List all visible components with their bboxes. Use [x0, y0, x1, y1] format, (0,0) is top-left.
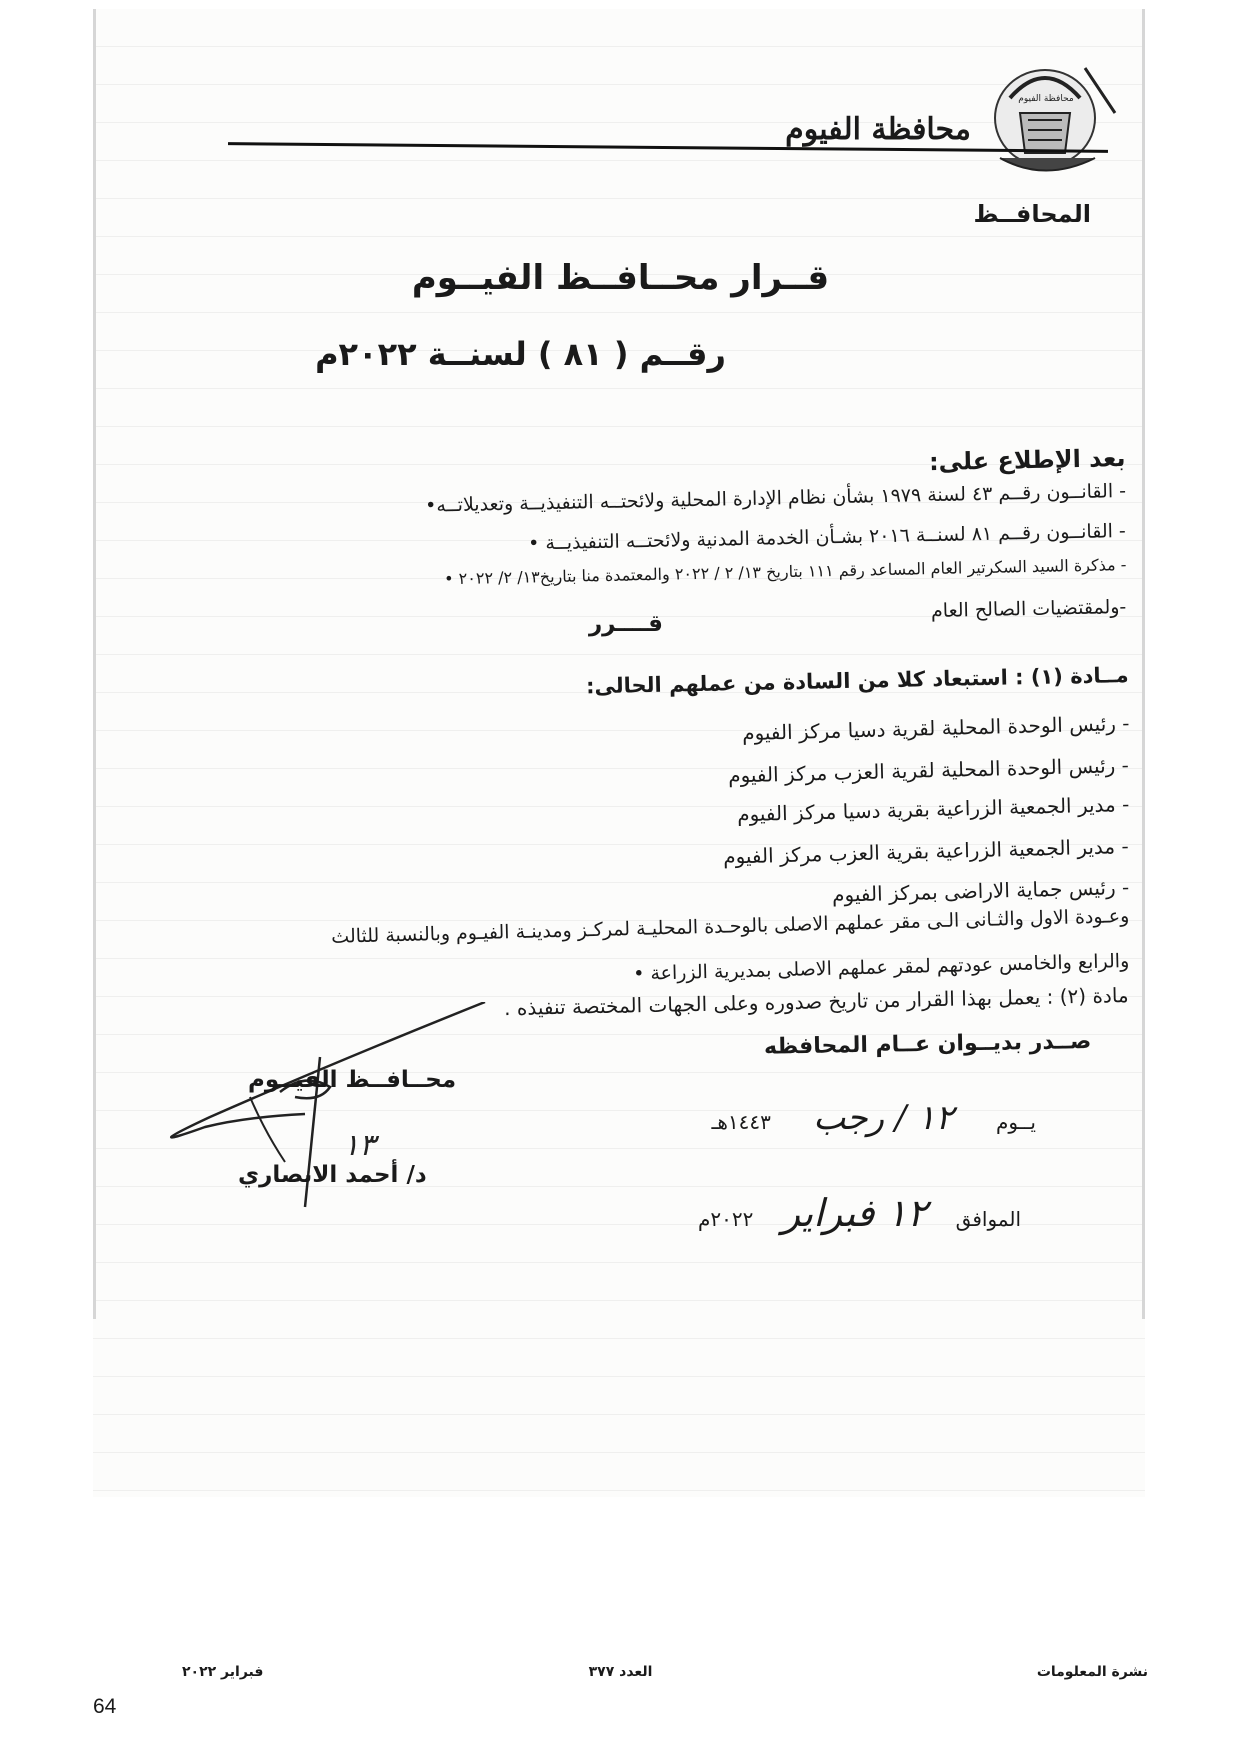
- article-1-item: - مدير الجمعية الزراعية بقرية دسيا مركز الفيوم: [736, 792, 1130, 827]
- gregorian-date-line: [698, 1191, 1021, 1235]
- corresponding-label: الموافق: [955, 1207, 1021, 1231]
- article-1-item: - رئيس الوحدة المحلية لقرية العزب مركز الفيوم: [727, 753, 1130, 788]
- signature-mark: ١٣: [343, 1128, 376, 1163]
- article-1-item: - رئيس الوحدة المحلية لقرية دسيا مركز الفيوم: [741, 711, 1130, 746]
- preamble-heading: بعد الإطلاع على:: [929, 444, 1127, 477]
- governor-title: المحافــظ: [973, 200, 1091, 228]
- decision-number: رقــم ( ٨١ ) لسنــة ٢٠٢٢م: [315, 335, 726, 373]
- article-1-note: والرابع والخامس عودتهم لمقر عملهم الاصلى بمديرية الزراعة •: [632, 950, 1130, 985]
- footer-date: فبراير ٢٠٢٢: [182, 1664, 264, 1680]
- preamble-line: - القانــون رقــم ٨١ لسنــة ٢٠١٦ بشـأن الخدمة المدنية ولائحتــه التنفيذيــة •: [528, 520, 1127, 555]
- scanned-document: [93, 9, 1145, 1497]
- preamble-line: -ولمقتضيات الصالح العام: [930, 596, 1127, 623]
- emblem-text: محافظة الفيوم: [1018, 94, 1074, 104]
- hijri-date-line: [711, 1098, 1036, 1138]
- footer-issue: العدد ٣٧٧: [588, 1664, 653, 1680]
- decree-word: قــــرر: [588, 611, 663, 637]
- article-1-note: وعـودة الاول والثـانى الـى مقر عملهم الاصلى بالوحـدة المحليـة لمركـز ومدينـة الفيـوم وبالنسبة للثالث: [330, 905, 1130, 948]
- governor-signature: [165, 1002, 505, 1227]
- scan-right-edge: [1142, 9, 1145, 1319]
- fayoum-emblem-icon: [990, 58, 1120, 178]
- gregorian-year: ٢٠٢٢م: [697, 1207, 754, 1231]
- preamble-line: - مذكرة السيد السكرتير العام المساعد رقم ١١١ بتاريخ ١٣/ ٢ / ٢٠٢٢ والمعتمدة منا بتاريخ١٣/ ٢/ ٢٠٢٢ •: [443, 555, 1127, 589]
- hijri-handwritten-date: ١٢ / رجب: [813, 1098, 954, 1138]
- gregorian-handwritten-date: ١٢ فبراير: [781, 1191, 928, 1235]
- article-1-heading: مــادة (١) : استبعاد كلا من السادة من عملهم الحالى:: [586, 663, 1130, 699]
- article-2: مادة (٢) : يعمل بهذا القرار من تاريخ صدوره وعلى الجهات المختصة تنفيذه .: [504, 983, 1130, 1021]
- signature-title: محــافــظ الفيــوم: [248, 1067, 457, 1093]
- footer-publication: نشرة المعلومات: [1036, 1664, 1148, 1680]
- signature-name: د/ أحمد الانصاري: [238, 1162, 427, 1188]
- article-1-item: - رئيس جماية الاراضى بمركز الفيوم: [831, 875, 1130, 907]
- article-1-item: - مدير الجمعية الزراعية بقرية العزب مركز الفيوم: [723, 834, 1130, 869]
- scan-left-edge: [93, 9, 96, 1319]
- governorate-name: محافظة الفيوم: [785, 112, 971, 147]
- hijri-year: ١٤٤٣هـ: [711, 1110, 771, 1134]
- page-number: 64: [93, 1695, 117, 1718]
- decision-title: قــرار محــافــظ الفيــوم: [411, 258, 830, 298]
- preamble-line: - القانــون رقــم ٤٣ لسنة ١٩٧٩ بشأن نظام الإدارة المحلية ولائحتــه التنفيذيــة وتعديلاتــه•: [424, 480, 1127, 517]
- day-label: يــوم: [996, 1110, 1036, 1134]
- issued-at: صــدر بديــوان عــام المحافظه: [763, 1029, 1092, 1060]
